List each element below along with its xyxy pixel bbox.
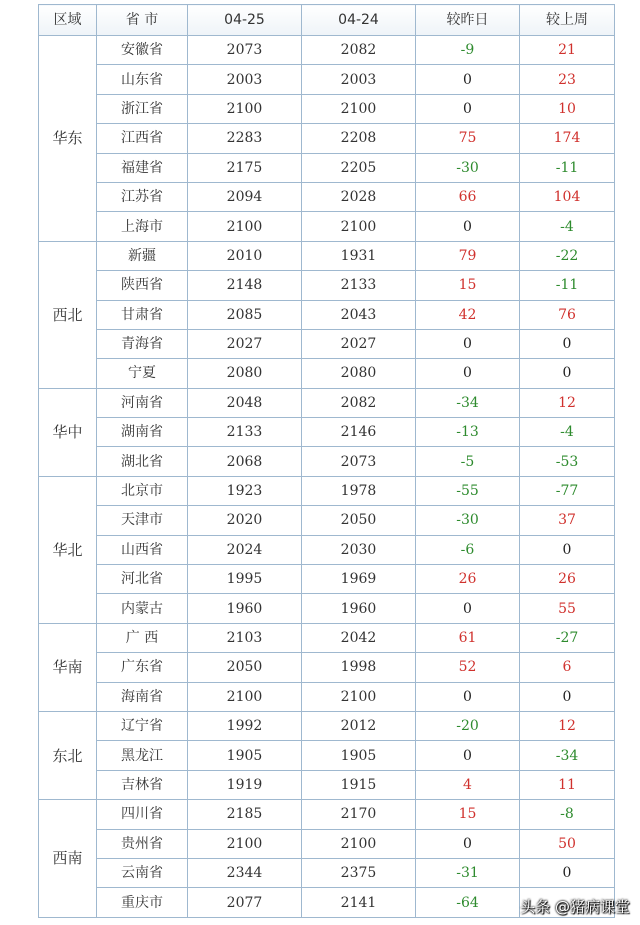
header-province: 省 市	[97, 5, 188, 36]
price-current-cell: 1992	[188, 711, 302, 740]
change-day-cell: -30	[416, 506, 520, 535]
table-row	[39, 829, 615, 858]
table-row	[39, 212, 615, 241]
table-row	[39, 653, 615, 682]
change-day-cell: 52	[416, 653, 520, 682]
change-day-cell: -13	[416, 418, 520, 447]
province-cell: 福建省	[97, 153, 188, 182]
price-current-cell: 2283	[188, 124, 302, 153]
price-previous-cell: 1998	[302, 653, 416, 682]
change-week-cell: 0	[520, 329, 615, 358]
price-previous-cell: 2100	[302, 94, 416, 123]
change-day-cell: -20	[416, 711, 520, 740]
change-day-cell: 15	[416, 800, 520, 829]
change-day-cell: 0	[416, 741, 520, 770]
price-current-cell: 2010	[188, 241, 302, 270]
region-cell: 华北	[39, 476, 97, 623]
province-cell: 内蒙古	[97, 594, 188, 623]
change-week-cell: 0	[520, 359, 615, 388]
price-previous-cell: 2146	[302, 418, 416, 447]
table-row	[39, 153, 615, 182]
price-current-cell: 2103	[188, 623, 302, 652]
price-current-cell: 2048	[188, 388, 302, 417]
table-row	[39, 594, 615, 623]
price-previous-cell: 2208	[302, 124, 416, 153]
province-cell: 甘肃省	[97, 300, 188, 329]
table-row	[39, 241, 615, 270]
change-week-cell: 55	[520, 594, 615, 623]
price-current-cell: 2085	[188, 300, 302, 329]
change-week-cell: 37	[520, 506, 615, 535]
change-week-cell: -77	[520, 476, 615, 505]
change-week-cell: 50	[520, 829, 615, 858]
change-week-cell: 12	[520, 388, 615, 417]
province-cell: 云南省	[97, 858, 188, 887]
change-week-cell: -53	[520, 447, 615, 476]
change-week-cell: 0	[520, 535, 615, 564]
price-current-cell: 2020	[188, 506, 302, 535]
change-day-cell: -6	[416, 535, 520, 564]
province-cell: 贵州省	[97, 829, 188, 858]
price-previous-cell: 2205	[302, 153, 416, 182]
header-date-current: 04-25	[188, 5, 302, 36]
province-cell: 天津市	[97, 506, 188, 535]
price-current-cell: 2100	[188, 212, 302, 241]
province-cell: 北京市	[97, 476, 188, 505]
price-current-cell: 2175	[188, 153, 302, 182]
change-week-cell: 10	[520, 94, 615, 123]
change-day-cell: -30	[416, 153, 520, 182]
table-row	[39, 124, 615, 153]
change-week-cell: 174	[520, 124, 615, 153]
province-cell: 黑龙江	[97, 741, 188, 770]
province-cell: 湖北省	[97, 447, 188, 476]
change-week-cell: 21	[520, 36, 615, 65]
price-previous-cell: 2170	[302, 800, 416, 829]
table-row	[39, 535, 615, 564]
price-previous-cell: 2050	[302, 506, 416, 535]
change-week-cell: 76	[520, 300, 615, 329]
province-cell: 山西省	[97, 535, 188, 564]
price-previous-cell: 2080	[302, 359, 416, 388]
price-current-cell: 1923	[188, 476, 302, 505]
change-day-cell: 66	[416, 182, 520, 211]
price-current-cell: 2185	[188, 800, 302, 829]
change-week-cell: -4	[520, 418, 615, 447]
price-previous-cell: 2043	[302, 300, 416, 329]
change-day-cell: 75	[416, 124, 520, 153]
change-day-cell: -64	[416, 888, 520, 917]
price-current-cell: 2080	[188, 359, 302, 388]
price-previous-cell: 2100	[302, 682, 416, 711]
change-day-cell: 42	[416, 300, 520, 329]
change-week-cell: 104	[520, 182, 615, 211]
price-previous-cell: 2003	[302, 65, 416, 94]
region-cell: 东北	[39, 711, 97, 799]
change-day-cell: 0	[416, 829, 520, 858]
table-row	[39, 565, 615, 594]
table-row	[39, 300, 615, 329]
price-current-cell: 2027	[188, 329, 302, 358]
province-cell: 重庆市	[97, 888, 188, 917]
price-current-cell: 2133	[188, 418, 302, 447]
change-week-cell: -11	[520, 153, 615, 182]
price-previous-cell: 1931	[302, 241, 416, 270]
province-cell: 上海市	[97, 212, 188, 241]
province-cell: 海南省	[97, 682, 188, 711]
change-day-cell: 26	[416, 565, 520, 594]
header-change-day: 较昨日	[416, 5, 520, 36]
header-change-week: 较上周	[520, 5, 615, 36]
province-cell: 安徽省	[97, 36, 188, 65]
price-previous-cell: 2133	[302, 271, 416, 300]
change-day-cell: -5	[416, 447, 520, 476]
table-row	[39, 741, 615, 770]
price-current-cell: 2050	[188, 653, 302, 682]
price-previous-cell: 2042	[302, 623, 416, 652]
table-row	[39, 476, 615, 505]
change-day-cell: -34	[416, 388, 520, 417]
table-row	[39, 682, 615, 711]
change-week-cell: 23	[520, 65, 615, 94]
price-current-cell: 2100	[188, 829, 302, 858]
change-week-cell: -4	[520, 212, 615, 241]
table-row	[39, 329, 615, 358]
price-current-cell: 2100	[188, 682, 302, 711]
region-cell: 西南	[39, 800, 97, 918]
table-row	[39, 858, 615, 887]
change-week-cell: 26	[520, 565, 615, 594]
change-day-cell: -55	[416, 476, 520, 505]
price-current-cell: 2094	[188, 182, 302, 211]
province-cell: 江西省	[97, 124, 188, 153]
province-cell: 青海省	[97, 329, 188, 358]
change-week-cell: 6	[520, 653, 615, 682]
price-previous-cell: 2082	[302, 388, 416, 417]
watermark: 头条 @猪病课堂	[520, 898, 630, 916]
price-previous-cell: 2141	[302, 888, 416, 917]
province-cell: 吉林省	[97, 770, 188, 799]
table-row	[39, 418, 615, 447]
change-week-cell: -11	[520, 271, 615, 300]
price-current-cell: 1995	[188, 565, 302, 594]
province-cell: 宁夏	[97, 359, 188, 388]
table-body	[39, 36, 615, 918]
province-cell: 新疆	[97, 241, 188, 270]
change-day-cell: 0	[416, 682, 520, 711]
price-current-cell: 1960	[188, 594, 302, 623]
price-previous-cell: 1915	[302, 770, 416, 799]
change-week-cell: 0	[520, 682, 615, 711]
table-row	[39, 711, 615, 740]
header-date-previous: 04-24	[302, 5, 416, 36]
province-cell: 河南省	[97, 388, 188, 417]
change-day-cell: 0	[416, 94, 520, 123]
change-week-cell: 11	[520, 770, 615, 799]
price-previous-cell: 2073	[302, 447, 416, 476]
table-row	[39, 388, 615, 417]
province-cell: 河北省	[97, 565, 188, 594]
header-region: 区域	[39, 5, 97, 36]
province-cell: 辽宁省	[97, 711, 188, 740]
change-day-cell: -9	[416, 36, 520, 65]
province-cell: 广东省	[97, 653, 188, 682]
price-previous-cell: 2012	[302, 711, 416, 740]
change-day-cell: 0	[416, 65, 520, 94]
price-previous-cell: 2082	[302, 36, 416, 65]
price-previous-cell: 2027	[302, 329, 416, 358]
price-previous-cell: 2375	[302, 858, 416, 887]
price-previous-cell: 2030	[302, 535, 416, 564]
price-previous-cell: 1978	[302, 476, 416, 505]
region-cell: 西北	[39, 241, 97, 388]
change-day-cell: 0	[416, 329, 520, 358]
price-previous-cell: 1969	[302, 565, 416, 594]
table-row	[39, 447, 615, 476]
price-current-cell: 2068	[188, 447, 302, 476]
table-row	[39, 800, 615, 829]
table-row	[39, 623, 615, 652]
price-current-cell: 2073	[188, 36, 302, 65]
header-row	[39, 5, 615, 36]
price-current-cell: 2003	[188, 65, 302, 94]
price-current-cell: 2077	[188, 888, 302, 917]
province-cell: 四川省	[97, 800, 188, 829]
change-day-cell: 4	[416, 770, 520, 799]
price-previous-cell: 2028	[302, 182, 416, 211]
change-week-cell: -34	[520, 741, 615, 770]
region-cell: 华南	[39, 623, 97, 711]
price-previous-cell: 2100	[302, 212, 416, 241]
price-previous-cell: 1960	[302, 594, 416, 623]
change-week-cell: 12	[520, 711, 615, 740]
change-day-cell: 15	[416, 271, 520, 300]
province-cell: 山东省	[97, 65, 188, 94]
change-day-cell: 0	[416, 212, 520, 241]
table-row	[39, 65, 615, 94]
price-table	[38, 4, 615, 918]
province-cell: 陕西省	[97, 271, 188, 300]
table-row	[39, 94, 615, 123]
province-cell: 广 西	[97, 623, 188, 652]
price-previous-cell: 1905	[302, 741, 416, 770]
change-day-cell: 79	[416, 241, 520, 270]
price-current-cell: 2344	[188, 858, 302, 887]
price-current-cell: 2148	[188, 271, 302, 300]
change-day-cell: 61	[416, 623, 520, 652]
table-row	[39, 271, 615, 300]
change-day-cell: -31	[416, 858, 520, 887]
province-cell: 湖南省	[97, 418, 188, 447]
table-row	[39, 359, 615, 388]
table-row	[39, 506, 615, 535]
change-week-cell: 0	[520, 858, 615, 887]
province-cell: 浙江省	[97, 94, 188, 123]
price-current-cell: 2100	[188, 94, 302, 123]
price-current-cell: 1919	[188, 770, 302, 799]
price-current-cell: 2024	[188, 535, 302, 564]
table-row	[39, 36, 615, 65]
change-week-cell: -8	[520, 800, 615, 829]
region-cell: 华中	[39, 388, 97, 476]
change-week-cell: -27	[520, 623, 615, 652]
change-week-cell: -22	[520, 241, 615, 270]
table-row	[39, 182, 615, 211]
region-cell: 华东	[39, 36, 97, 242]
price-current-cell: 1905	[188, 741, 302, 770]
province-cell: 江苏省	[97, 182, 188, 211]
change-day-cell: 0	[416, 359, 520, 388]
change-day-cell: 0	[416, 594, 520, 623]
price-previous-cell: 2100	[302, 829, 416, 858]
table-row	[39, 770, 615, 799]
